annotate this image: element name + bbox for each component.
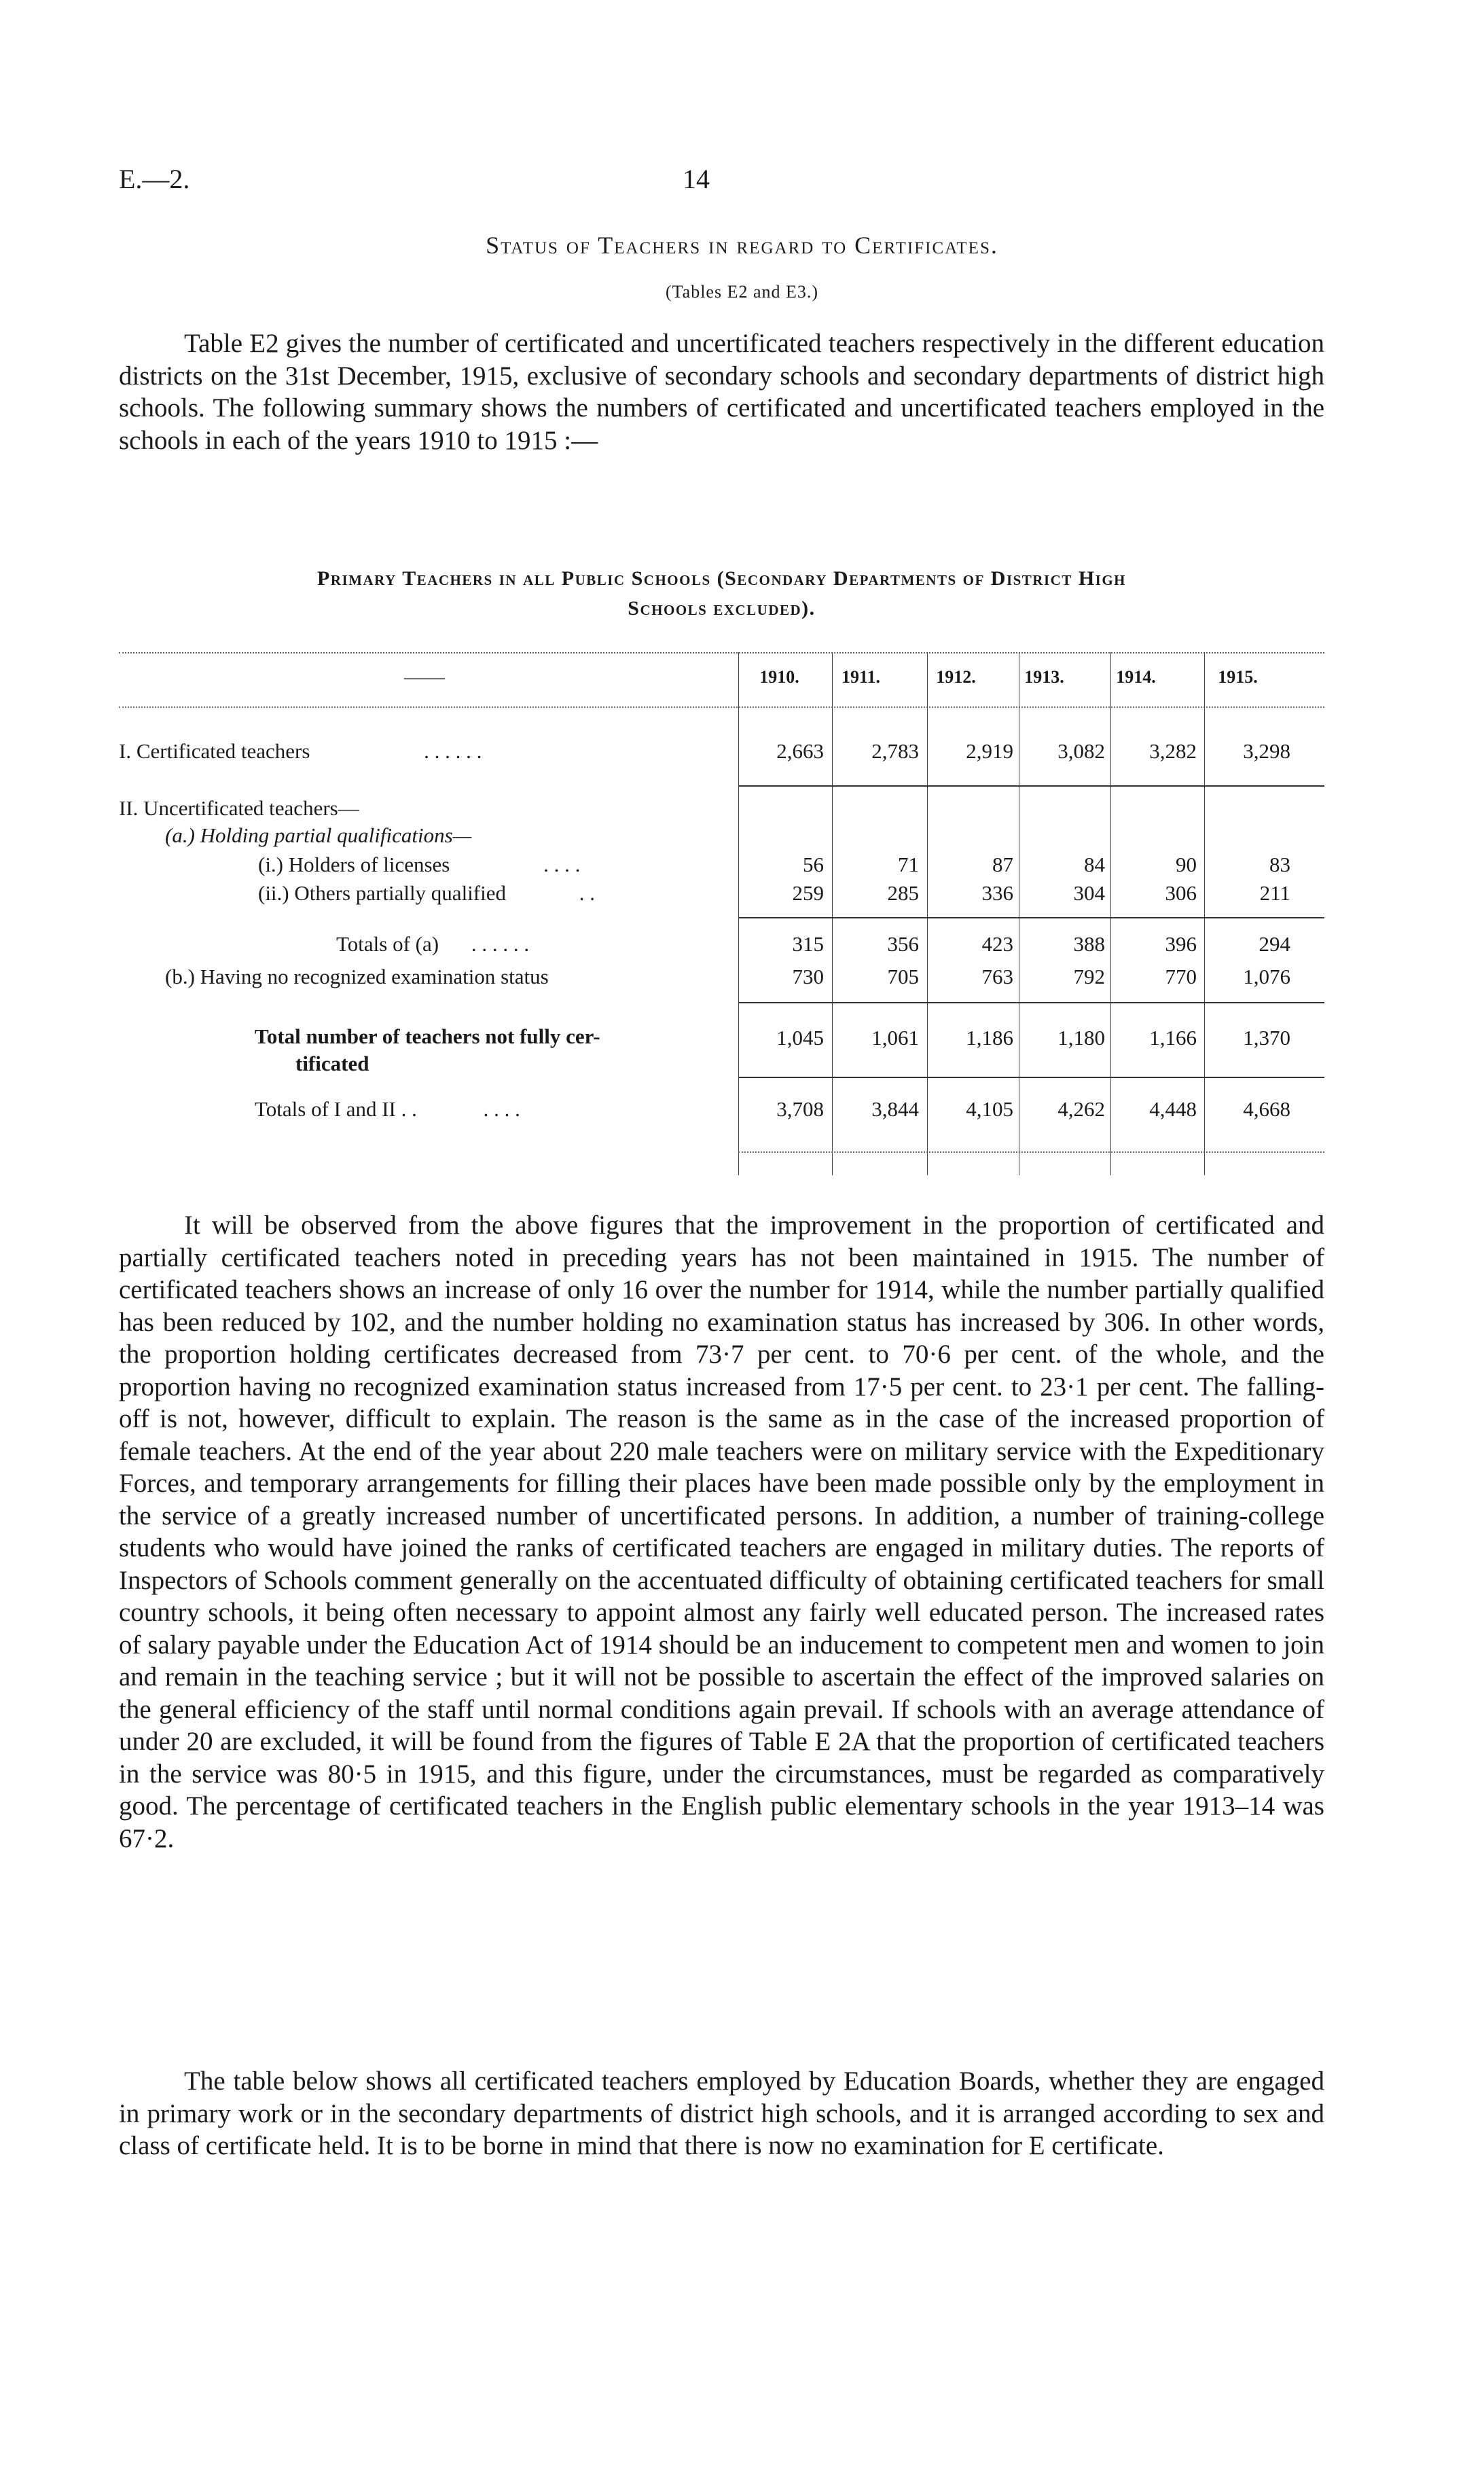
table-cell: 2,783 [871,739,919,763]
teachers-table [119,652,1324,1182]
column-rule [738,652,739,1175]
year-header: 1915. [1218,667,1258,687]
table-cell: 4,262 [1057,1097,1105,1121]
dot-leader: . . [579,881,595,905]
row-label-partial: (a.) Holding partial qualifications— [165,823,472,847]
row-rule [738,1077,1324,1078]
table-cell: 705 [887,965,919,988]
table-cell: 304 [1073,881,1105,905]
closing-paragraph: The table below shows all certificated teachers employed by Education Boards, whether they are engaged in primary work or in the secondary departments of district high schools, and it is arranged according to sex and class of certificate held. It is to be borne in mind that there is now no examination for E certificate. [119,2066,1324,2160]
row-label-partially-qualified [258,881,595,906]
table-cell: 83 [1269,853,1290,876]
row-label-text: (i.) Holders of licenses [258,853,450,876]
column-rule [1204,652,1205,1175]
year-header: 1913. [1024,667,1064,687]
table-cell: 3,082 [1057,739,1105,763]
table-cell: 2,919 [966,739,1013,763]
table-cell: 285 [887,881,919,905]
table-cell: 388 [1073,932,1105,956]
year-header: 1912. [936,667,976,687]
page-number: 14 [683,164,710,194]
table-cell: 792 [1073,965,1105,988]
year-header: 1911. [841,667,881,687]
table-bottom-rule [738,1151,1324,1153]
table-cell: 356 [887,932,919,956]
row-label-text: I. Certificated teachers [119,739,310,763]
column-rule [927,652,928,1175]
table-cell: 56 [803,853,824,876]
table-cell: 1,076 [1243,965,1290,988]
table-cell: 770 [1165,965,1197,988]
page-reference: E.—2. [119,164,190,194]
row-label-not-fully-certificated-cont: tificated [295,1052,369,1075]
table-cell: 1,045 [776,1026,824,1050]
table-cell: 3,708 [776,1097,824,1121]
table-cell: 1,180 [1057,1026,1105,1050]
header-dash: —— [404,666,445,688]
dot-leader: . . . . . . [424,739,482,763]
dot-leader: . . . . [543,853,581,876]
table-cell: 90 [1176,853,1197,876]
row-label-no-status: (b.) Having no recognized examination status [165,965,549,988]
table-title-line-1: Primary Teachers in all Public Schools (Secondary Departments of District High [317,567,1126,590]
table-title [119,564,1324,624]
table-cell: 2,663 [776,739,824,763]
row-rule [738,785,1324,787]
table-cell: 211 [1259,881,1290,905]
table-top-rule [119,652,1324,654]
row-label-text: Totals of I and II . . [255,1097,417,1121]
table-cell: 87 [992,853,1013,876]
table-cell: 1,166 [1149,1026,1197,1050]
year-header: 1914. [1116,667,1156,687]
table-cell: 1,370 [1243,1026,1290,1050]
table-cell: 84 [1084,853,1105,876]
column-rule [832,652,833,1175]
table-cell: 3,844 [871,1097,919,1121]
row-label-totals-i-ii [255,1097,520,1122]
table-cell: 259 [792,881,824,905]
table-cell: 71 [898,853,919,876]
analysis-paragraph: It will be observed from the above figures that the improvement in the proportion of certificated and partially certificated teachers noted in preceding years has not been maintained in 1915. The number of certificated teachers shows an increase of only 16 over the number for 1914, while the number partially qualified has been reduced by 102, and the number holding no examination status has increased by 306. In other words, the proportion holding certificates decreased from 73·7 per cent. to 70·6 per cent. of the whole, and the proportion having no recognized examination status increased from 17·5 per cent. to 23·1 per cent. The falling-off is not, however, difficult to explain. The reason is the same as in the case of the increased proportion of female teachers. At the end of the year about 220 male teachers were on military service with the Expeditionary Forces, and temporary arrangements for filling their places have been made possible only by the employment in the service of a greatly increased number of uncertificated persons. In addition, a number of training-college students who would have joined the ranks of certificated teachers are engaged in military duties. The reports of Inspectors of Schools comment generally on the accentuated difficulty of obtaining certificated teachers for small country schools, it being often necessary to appoint almost any fairly well educated person. The increased rates of salary payable under the Education Act of 1914 should be an inducement to competent men and women to join and remain in the teaching service ; but it will not be possible to ascertain the effect of the improved salaries on the general efficiency of the staff until normal conditions again prevail. If schools with an average attendance of under 20 are excluded, it will be found from the figures of Table E 2A that the proportion of certificated teachers in the service was 80·5 in 1915, and this figure, under the circumstances, must be regarded as comparatively good. The percentage of certificated teachers in the English public elementary schools in the year 1913–14 was 67·2. [119,1211,1324,1853]
intro-paragraph: Table E2 gives the number of certificated and uncertificated teachers respectively in the different education districts on the 31st December, 1915, exclusive of secondary schools and secondary departments of district high schools. The following summary shows the numbers of certificated and uncertificated teachers employed in the schools in each of the years 1910 to 1915 :— [119,329,1324,455]
section-title: Status of Teachers in regard to Certificates. [486,232,998,259]
year-header: 1910. [759,667,799,687]
row-label-text: (ii.) Others partially qualified [258,881,506,905]
table-cell: 4,105 [966,1097,1013,1121]
table-cell: 3,298 [1243,739,1290,763]
table-cell: 1,061 [871,1026,919,1050]
table-cell: 763 [981,965,1013,988]
row-label-certificated [119,739,482,764]
table-cell: 306 [1165,881,1197,905]
column-rule [1110,652,1111,1175]
table-cell: 4,448 [1149,1097,1197,1121]
row-label-text: Totals of (a) [336,932,439,956]
row-label-uncertificated: II. Uncertificated teachers— [119,796,359,820]
row-label-totals-a [336,932,529,956]
row-label-licenses [258,853,580,877]
row-rule [738,917,1324,918]
table-cell: 396 [1165,932,1197,956]
table-cell: 4,668 [1243,1097,1290,1121]
table-cell: 730 [792,965,824,988]
header-bottom-rule [119,706,1324,708]
dot-leader: . . . . [483,1097,520,1121]
table-title-line-2: Schools excluded). [628,597,816,620]
table-cell: 3,282 [1149,739,1197,763]
table-cell: 336 [981,881,1013,905]
dot-leader: . . . . . . [471,932,530,956]
tables-reference: (Tables E2 and E3.) [665,282,819,302]
table-cell: 294 [1259,932,1290,956]
table-cell: 315 [792,932,824,956]
table-cell: 1,186 [966,1026,1013,1050]
table-cell: 423 [981,932,1013,956]
row-rule [738,1002,1324,1003]
row-label-not-fully-certificated: Total number of teachers not fully cer- [255,1024,600,1048]
